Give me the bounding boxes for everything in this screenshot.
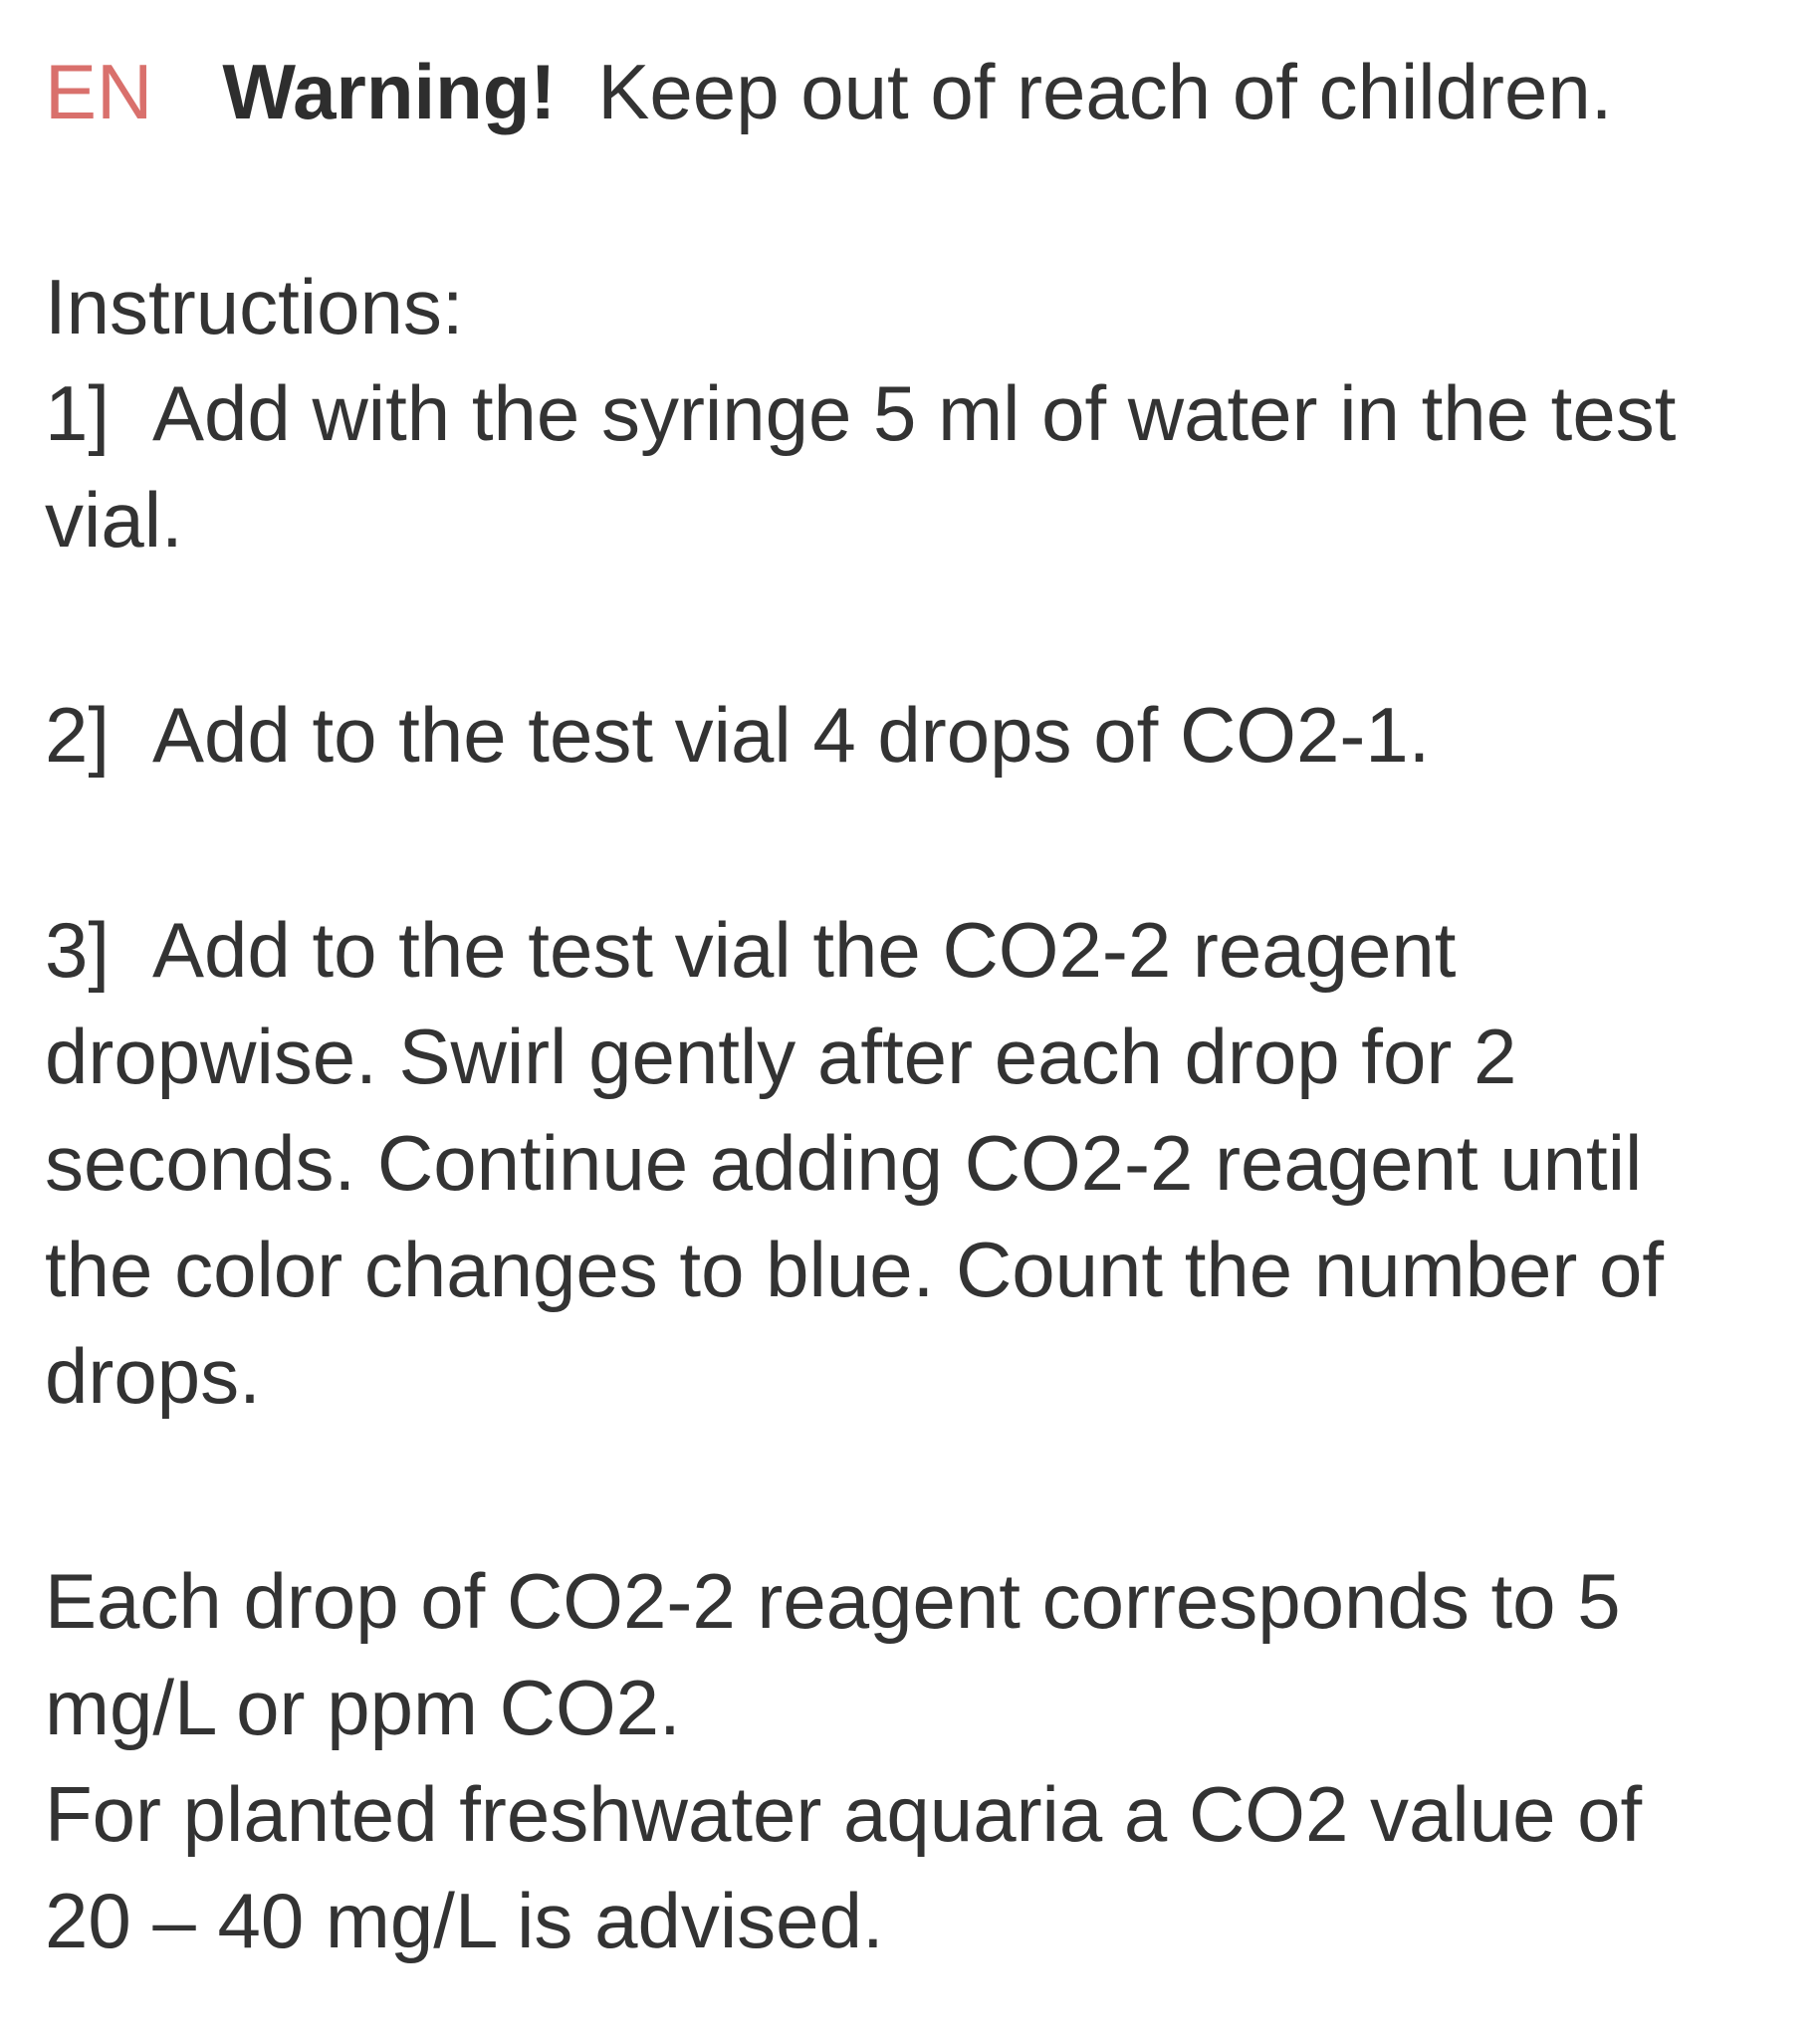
step-3-line-5: drops. [45, 1332, 261, 1420]
step-2-number: 2] [45, 691, 111, 779]
step-3-line-2: dropwise. Swirl gently after each drop for 2 [45, 1013, 1517, 1100]
step-1-text: Add with the syringe 5 ml of water in the test [152, 369, 1677, 457]
step-1-line-2: vial. [45, 476, 183, 564]
step-2-line-1 [45, 685, 1430, 785]
step-3-number: 3] [45, 906, 111, 994]
warning-line [45, 42, 1612, 141]
step-2-text: Add to the test vial 4 drops of CO2-1. [152, 691, 1431, 779]
step-1-number: 1] [45, 369, 111, 457]
instruction-leaflet [45, 0, 1797, 2039]
advice-line-2: 20 – 40 mg/L is advised. [45, 1877, 884, 1964]
warning-text: Keep out of reach of children. [597, 48, 1613, 135]
step-1-line-1 [45, 363, 1676, 463]
step-3-line-1 [45, 900, 1456, 1000]
language-code: EN [45, 48, 153, 135]
drop-value-line-1: Each drop of CO2-2 reagent corresponds to 5 [45, 1557, 1621, 1645]
step-3-line-4: the color changes to blue. Count the number of [45, 1226, 1665, 1313]
step-3-text: Add to the test vial the CO2-2 reagent [152, 906, 1457, 994]
drop-value-line-2: mg/L or ppm CO2. [45, 1664, 681, 1751]
warning-label: Warning! [222, 48, 557, 135]
advice-line-1: For planted freshwater aquaria a CO2 value of [45, 1770, 1643, 1858]
instructions-heading: Instructions: [45, 263, 464, 350]
step-3-line-3: seconds. Continue adding CO2-2 reagent until [45, 1119, 1643, 1207]
